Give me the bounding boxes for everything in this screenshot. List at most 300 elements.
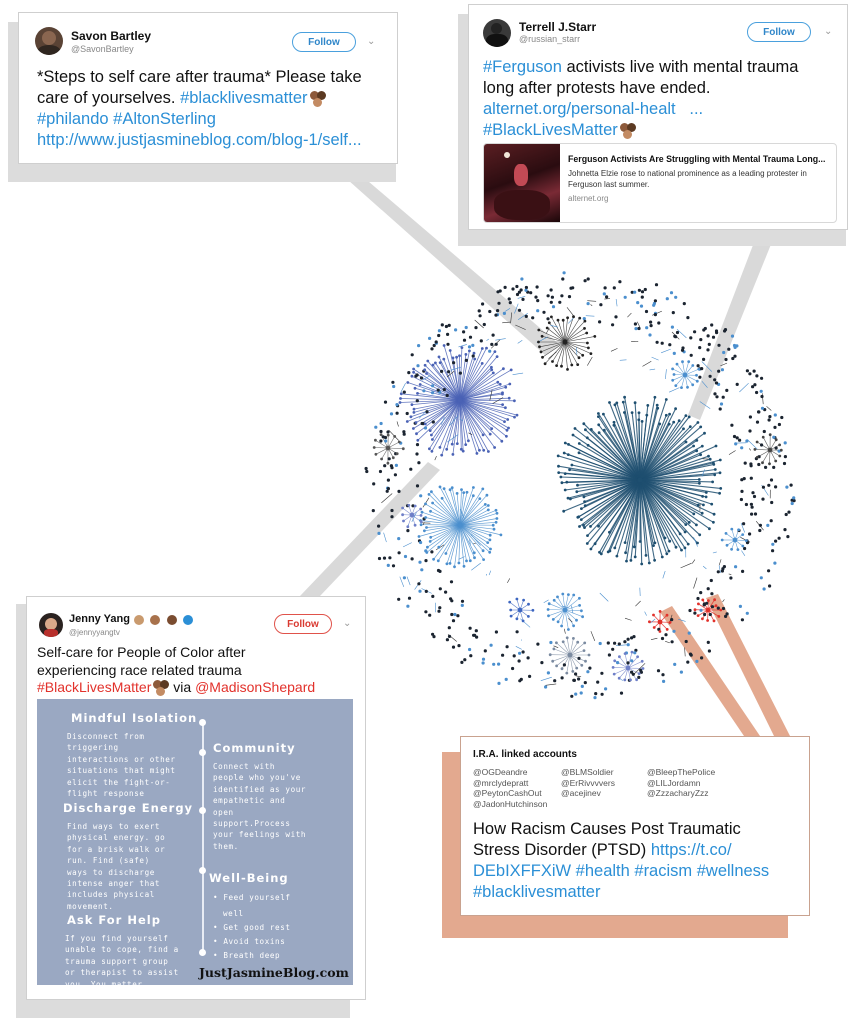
network-node — [564, 489, 567, 492]
body-line: elicit the fight-or- — [67, 777, 171, 787]
network-node — [710, 503, 713, 506]
network-edge — [669, 388, 679, 393]
network-node — [522, 620, 525, 623]
network-node — [561, 277, 564, 280]
network-node — [641, 296, 644, 299]
brand-watermark: JustJasmineBlog.com — [199, 965, 349, 980]
network-node — [760, 377, 763, 380]
network-node — [492, 524, 495, 527]
network-node — [418, 590, 421, 593]
tweet-text — [37, 67, 397, 151]
network-node — [722, 396, 725, 399]
network-node — [583, 317, 586, 320]
network-node — [384, 439, 387, 442]
body-line: unable to cope, find a — [65, 945, 179, 955]
network-node — [500, 534, 503, 537]
network-node — [633, 291, 636, 294]
network-node — [521, 298, 524, 301]
network-node — [437, 559, 440, 562]
network-node — [490, 368, 493, 371]
network-node — [584, 660, 587, 663]
network-node — [758, 529, 761, 532]
link-preview-card[interactable] — [483, 143, 837, 223]
network-node — [467, 439, 470, 442]
network-node — [457, 644, 460, 647]
network-edge — [692, 560, 695, 564]
network-node — [520, 277, 523, 280]
network-node — [419, 494, 422, 497]
network-node — [388, 457, 391, 460]
network-node — [422, 389, 425, 392]
network-node — [748, 532, 751, 535]
network-node — [695, 439, 698, 442]
network-node — [547, 614, 550, 617]
network-node — [416, 392, 419, 395]
network-node — [432, 420, 435, 423]
network-node — [625, 560, 628, 563]
body-line: triggering — [67, 743, 119, 753]
infographic[interactable] — [37, 699, 353, 989]
network-node — [741, 618, 744, 621]
network-edge — [486, 574, 487, 576]
body-line: support.Process — [213, 819, 291, 829]
hashtag-link[interactable]: #Ferguson — [483, 58, 562, 76]
section-title: Well-Being — [209, 871, 289, 885]
network-node — [713, 378, 716, 381]
user-name[interactable]: Terrell J.Starr — [519, 20, 597, 34]
network-node — [423, 368, 426, 371]
hashtag-link[interactable]: #blacklivesmatter — [180, 89, 308, 107]
account-handle[interactable]: @LILJordamn — [647, 777, 701, 788]
network-node — [759, 524, 762, 527]
network-node — [387, 462, 390, 465]
network-node — [717, 615, 720, 618]
network-node — [372, 482, 375, 485]
network-node — [721, 539, 724, 542]
network-node — [440, 370, 443, 373]
network-node — [480, 339, 483, 342]
network-node — [425, 526, 428, 529]
network-node — [637, 327, 640, 330]
network-node — [770, 519, 773, 522]
network-node — [668, 540, 671, 543]
chevron-down-icon[interactable]: ⌄ — [367, 36, 376, 47]
network-node — [688, 609, 691, 612]
network-node — [601, 693, 604, 696]
network-node — [726, 612, 729, 615]
network-node — [697, 421, 700, 424]
network-node — [424, 559, 427, 562]
mention-link[interactable]: @MadisonShepard — [195, 679, 316, 695]
network-node — [699, 591, 702, 594]
network-node — [674, 296, 677, 299]
network-node — [421, 422, 424, 425]
network-node — [435, 340, 438, 343]
network-node — [612, 666, 615, 669]
network-node — [578, 442, 581, 445]
network-node — [734, 442, 737, 445]
follow-button[interactable]: Follow — [292, 32, 356, 52]
network-node — [415, 452, 418, 455]
network-node — [586, 436, 589, 439]
network-node — [380, 458, 383, 461]
network-node — [756, 441, 759, 444]
network-node — [640, 305, 643, 308]
network-node — [421, 511, 424, 514]
network-node — [423, 529, 426, 532]
network-node — [373, 446, 376, 449]
network-node — [780, 416, 783, 419]
network-node — [638, 411, 641, 414]
network-node — [652, 614, 655, 617]
network-node — [482, 658, 485, 661]
network-node — [730, 424, 733, 427]
network-node — [576, 363, 579, 366]
network-edge — [620, 360, 627, 361]
network-edge — [729, 574, 732, 575]
network-node — [550, 316, 553, 319]
tweet-text-span: Stress Disorder (PTSD) — [473, 841, 651, 859]
network-node — [791, 502, 794, 505]
network-node — [445, 325, 448, 328]
network-node — [544, 362, 547, 365]
hashtag-link[interactable]: #BlackLivesMatter — [37, 679, 152, 695]
network-edge — [719, 559, 721, 565]
network-node — [748, 429, 751, 432]
network-node — [623, 396, 626, 399]
network-node — [402, 447, 405, 450]
network-node — [701, 445, 704, 448]
network-node — [672, 630, 675, 633]
chevron-down-icon[interactable]: ⌄ — [824, 26, 833, 37]
network-node — [725, 532, 728, 535]
hashtag-line[interactable]: DEbIXFFXiW #health #racism #wellness — [473, 862, 770, 880]
user-handle[interactable]: @russian_starr — [519, 34, 581, 44]
url-ellipsis[interactable]: ... — [689, 100, 704, 118]
hashtag-link[interactable]: #BlackLivesMatter — [483, 121, 618, 139]
account-handle[interactable]: @PeytonCashOut — [473, 788, 542, 798]
network-node — [699, 453, 702, 456]
network-node — [707, 334, 710, 337]
network-node — [699, 338, 702, 341]
network-node — [415, 432, 418, 435]
url-link[interactable]: http://www.justjasmineblog.com/blog-1/self... — [37, 131, 362, 149]
network-node — [598, 320, 601, 323]
network-edge — [546, 684, 557, 685]
network-node — [548, 602, 551, 605]
body-line: Connect with — [213, 762, 276, 771]
network-node — [546, 317, 549, 320]
network-node — [406, 525, 409, 528]
network-node — [644, 288, 647, 291]
network-node — [496, 381, 499, 384]
network-node — [431, 391, 434, 394]
network-node — [383, 557, 386, 560]
tweet-line-2: long after protests have ended. — [483, 79, 711, 97]
network-node — [713, 473, 716, 476]
network-node — [656, 404, 659, 407]
network-node — [458, 354, 461, 357]
network-node — [581, 615, 584, 618]
network-node — [623, 679, 626, 682]
network-node — [662, 680, 665, 683]
network-node — [465, 560, 468, 563]
network-node — [673, 373, 676, 376]
network-node — [611, 648, 614, 651]
network-node — [706, 348, 709, 351]
avatar[interactable] — [483, 19, 511, 47]
network-node — [518, 652, 521, 655]
network-node — [419, 508, 422, 511]
network-node — [516, 598, 519, 601]
network-node — [583, 496, 586, 499]
network-node — [675, 546, 678, 549]
network-node — [585, 332, 588, 335]
network-node — [618, 677, 621, 680]
network-node — [429, 540, 432, 543]
network-node — [583, 642, 586, 645]
body-line: situations that might — [67, 766, 176, 776]
body-line: open — [213, 807, 234, 817]
network-node — [659, 630, 662, 633]
network-node — [768, 415, 771, 418]
network-node — [717, 607, 720, 610]
network-edge — [616, 299, 617, 306]
network-node — [401, 513, 404, 516]
network-node — [590, 548, 593, 551]
user-name[interactable]: Savon Bartley — [71, 29, 152, 43]
follow-button[interactable]: Follow — [747, 22, 811, 42]
network-node — [490, 427, 493, 430]
network-node — [560, 294, 563, 297]
network-node — [695, 524, 698, 527]
network-node — [458, 562, 461, 565]
network-node — [618, 642, 621, 645]
account-handle[interactable]: @BleepThePolice — [647, 767, 716, 777]
network-node — [481, 347, 484, 350]
network-node — [792, 496, 795, 499]
account-handle[interactable]: @BLMSoldier — [561, 767, 614, 777]
network-edge — [749, 448, 751, 450]
network-node — [634, 322, 637, 325]
network-node — [449, 597, 452, 600]
network-node — [724, 358, 727, 361]
network-node — [672, 311, 675, 314]
body-line: intense anger that — [67, 879, 161, 889]
network-node — [507, 427, 510, 430]
account-column — [561, 767, 615, 799]
network-node — [547, 294, 550, 297]
network-node — [536, 309, 539, 312]
network-node — [605, 295, 608, 298]
network-node — [431, 450, 434, 453]
network-node — [680, 549, 683, 552]
network-node — [562, 319, 565, 322]
network-node — [630, 659, 633, 662]
network-node — [462, 491, 465, 494]
network-node — [599, 303, 602, 306]
account-handle[interactable]: @acejinev — [561, 788, 601, 798]
avatar[interactable] — [39, 613, 63, 637]
network-node — [524, 289, 527, 292]
network-node — [534, 296, 537, 299]
network-node — [761, 407, 764, 410]
network-node — [584, 504, 587, 507]
network-node — [387, 564, 390, 567]
tweet-text — [37, 644, 367, 697]
network-node — [549, 641, 552, 644]
network-node — [703, 613, 706, 616]
network-node — [785, 513, 788, 516]
network-node — [731, 335, 734, 338]
network-node — [722, 351, 725, 354]
network-node — [583, 327, 586, 330]
network-node — [506, 418, 509, 421]
network-node — [404, 555, 407, 558]
network-node — [500, 440, 503, 443]
network-node — [586, 670, 589, 673]
network-edge — [665, 641, 670, 643]
account-column — [473, 767, 547, 809]
user-handle[interactable]: @jennyyangtv — [69, 628, 120, 637]
skin-tone-emoji-icon — [151, 680, 169, 696]
network-node — [756, 421, 759, 424]
network-node — [696, 542, 699, 545]
network-node — [583, 500, 586, 503]
hashtag-line[interactable]: #philando #AltonSterling — [37, 110, 216, 128]
network-node — [688, 521, 691, 524]
network-node — [656, 407, 659, 410]
list-item: well — [223, 909, 244, 918]
account-handle[interactable]: @OGDeandre — [473, 767, 528, 777]
network-node — [566, 368, 569, 371]
network-node — [495, 509, 498, 512]
network-node — [772, 436, 775, 439]
network-node — [744, 462, 747, 465]
network-node — [431, 502, 434, 505]
network-node — [769, 433, 772, 436]
network-node — [656, 341, 659, 344]
network-node — [684, 531, 687, 534]
network-edge — [747, 439, 757, 449]
network-node — [645, 310, 648, 313]
network-node — [593, 335, 596, 338]
body-line: identified as your — [213, 784, 307, 794]
network-node — [734, 346, 737, 349]
network-node — [452, 453, 455, 456]
network-node — [411, 353, 414, 356]
url-link[interactable]: alternet.org/personal-healt — [483, 100, 676, 118]
network-edge — [645, 612, 647, 616]
network-node — [561, 667, 564, 670]
follow-button[interactable]: Follow — [274, 614, 332, 634]
network-node — [518, 679, 521, 682]
chevron-down-icon[interactable]: ⌄ — [343, 618, 352, 629]
network-node — [696, 597, 699, 600]
network-node — [472, 494, 475, 497]
network-node — [428, 614, 431, 617]
network-edge — [489, 571, 491, 575]
network-node — [638, 672, 641, 675]
network-node — [743, 547, 746, 550]
network-node — [639, 540, 642, 543]
network-node — [417, 582, 420, 585]
network-node — [588, 654, 591, 657]
network-node — [659, 610, 662, 613]
network-node — [762, 486, 765, 489]
network-hub — [563, 608, 568, 613]
network-node — [513, 416, 516, 419]
network-node — [446, 638, 449, 641]
network-node — [712, 521, 715, 524]
network-node — [581, 685, 584, 688]
user-handle[interactable]: @SavonBartley — [71, 44, 134, 54]
network-node — [664, 537, 667, 540]
network-node — [569, 498, 572, 501]
network-node — [702, 504, 705, 507]
network-node — [397, 537, 400, 540]
network-edge — [625, 618, 632, 620]
network-node — [567, 593, 570, 596]
network-node — [661, 673, 664, 676]
url-link[interactable]: https://t.co/ — [650, 841, 732, 859]
tweet-text-span: care of yourselves. — [37, 89, 181, 107]
network-node — [445, 552, 448, 555]
network-node — [638, 289, 641, 292]
network-node — [425, 410, 428, 413]
network-node — [648, 620, 651, 623]
network-node — [438, 570, 441, 573]
network-node — [575, 667, 578, 670]
network-edge — [403, 543, 412, 547]
account-handle[interactable]: @ErRivvvvers — [561, 777, 615, 788]
network-hub — [706, 608, 711, 613]
emoji-row — [133, 612, 194, 630]
network-node — [416, 439, 419, 442]
network-node — [406, 420, 409, 423]
account-handle[interactable]: @ZzzacharyZzz — [647, 788, 709, 798]
network-node — [586, 534, 589, 537]
network-node — [572, 624, 575, 627]
account-handle[interactable]: @mrclydepratt — [473, 777, 529, 788]
account-handle[interactable]: @JadonHutchinson — [473, 798, 548, 809]
network-node — [476, 452, 479, 455]
network-node — [482, 434, 485, 437]
network-node — [775, 438, 778, 441]
network-node — [745, 503, 748, 506]
network-node — [377, 525, 380, 528]
avatar[interactable] — [35, 27, 63, 55]
network-node — [446, 343, 449, 346]
network-node — [686, 386, 689, 389]
network-node — [697, 364, 700, 367]
tweet-text — [483, 57, 843, 141]
network-node — [497, 663, 500, 666]
timeline-dot — [199, 749, 206, 756]
network-node — [713, 620, 716, 623]
network-node — [757, 410, 760, 413]
network-node — [536, 299, 539, 302]
network-node — [471, 344, 474, 347]
network-node — [378, 557, 381, 560]
network-node — [710, 592, 713, 595]
section-title: Ask For Help — [67, 913, 161, 927]
user-name[interactable]: Jenny Yang — [69, 613, 130, 625]
network-node — [666, 628, 669, 631]
hashtag-line[interactable]: #blacklivesmatter — [473, 883, 601, 901]
network-node — [613, 673, 616, 676]
network-edge — [487, 339, 489, 341]
